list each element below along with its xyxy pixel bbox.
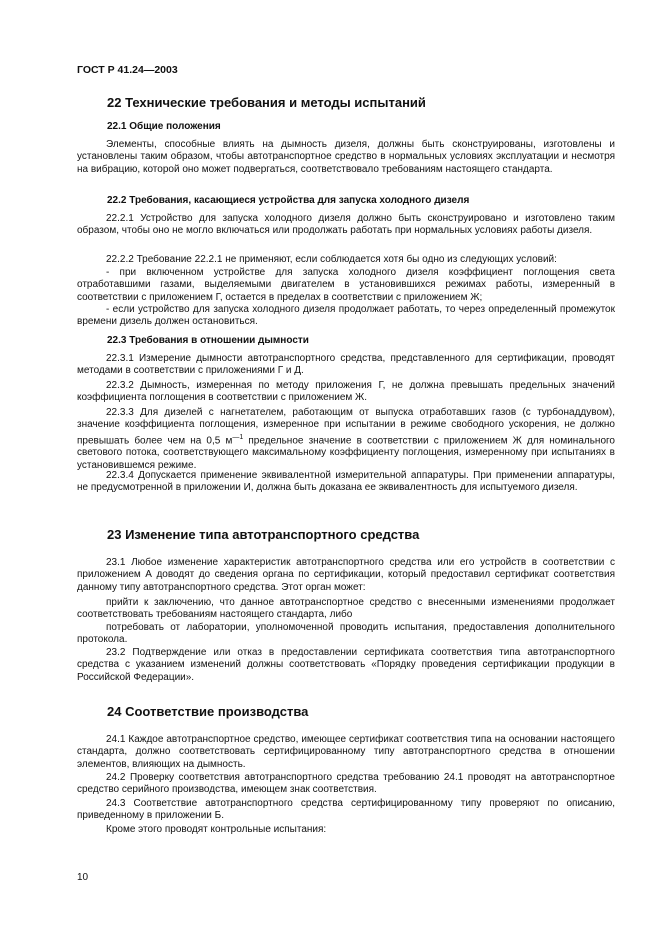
paragraph-22-3-3: 22.3.3 Для дизелей с нагнетателем, работающим от выпуска отработавших газов (с турбонаддувом), значение коэффициента поглощения, измеренное при испытании в режиме свободного ускорения, не должно превышать более чем на 0,5 $м^{—1}$ предельное значение в соответствии с приложением Ж для номинального светового потока, соответствующего максимальному коэффициенту поглощения, измеренному при испытаниях в установившемся режиме.	[77, 407, 615, 471]
section-22-3-title: 22.3 Требования в отношении дымности	[107, 335, 309, 346]
superscript: —1	[232, 433, 244, 441]
document-header: ГОСТ Р 41.24—2003	[77, 64, 178, 76]
section-22-2-title: 22.2 Требования, касающиеся устройства для запуска холодного дизеля	[107, 195, 470, 206]
paragraph-22-2-1: 22.2.1 Устройство для запуска холодного дизеля должно быть сконструировано и изготовлено таким образом, чтобы оно не могло включаться или продолжать работать при нормальных условиях работы дизеля.	[77, 213, 615, 237]
paragraph-23-1-b: потребовать от лаборатории, уполномоченной проводить испытания, предоставления дополнительного протокола.	[77, 622, 615, 646]
paragraph-24-4: Кроме этого проводят контрольные испытания:	[106, 824, 327, 835]
paragraph-22-2-2-b: - если устройство для запуска холодного дизеля продолжает работать, то через определенный промежуток времени дизель должен остановиться.	[77, 304, 615, 328]
paragraph-22-3-2: 22.3.2 Дымность, измеренная по методу приложения Г, не должна превышать предельных значений коэффициента поглощения в соответствии с приложением Ж.	[77, 380, 615, 404]
section-22-title: 22 Технические требования и методы испытаний	[107, 95, 426, 110]
section-24-title: 24 Соответствие производства	[107, 704, 309, 719]
paragraph-22-3-1: 22.3.1 Измерение дымности автотранспортного средства, представленного для сертификации, проводят методами в соответствии с приложениями Г и Д.	[77, 353, 615, 377]
paragraph-23-2: 23.2 Подтверждение или отказ в предоставлении сертификата соответствия типа автотранспортного средства с указанием изменений должны соответствовать «Порядку проведения сертификации продукции в Российской Федерации».	[77, 647, 615, 683]
page-number: 10	[77, 872, 89, 883]
section-23-title: 23 Изменение типа автотранспортного средства	[107, 527, 420, 542]
paragraph-22-2-2-a: - при включенном устройстве для запуска холодного дизеля коэффициент поглощения света отработавшими газами, выделяемыми двигателем в установившихся режимах работы, измеренный в соответствии с приложением Г, остается в пределах в соответствии с приложением Ж;	[77, 267, 615, 303]
paragraph-22-1: Элементы, способные влиять на дымность дизеля, должны быть сконструированы, изготовлены и установлены таким образом, чтобы автотранспортное средство в нормальных условиях эксплуатации и несмотря на вибрацию, которой оно может подвергаться, соответствовало требованиям настоящего стандарта.	[77, 139, 615, 175]
paragraph-24-2: 24.2 Проверку соответствия автотранспортного средства требованию 24.1 проводят на автотранспортное средство серийного производства, имеющем знак соответствия.	[77, 772, 615, 796]
paragraph-24-3: 24.3 Соответствие автотранспортного средства сертифицированному типу проверяют по описанию, приведенному в приложении Б.	[77, 798, 615, 822]
paragraph-22-3-4: 22.3.4 Допускается применение эквивалентной измерительной аппаратуры. При применении аппаратуры, не предусмотренной в приложении И, должна быть доказана ее эквивалентность для испытуемого дизеля.	[77, 470, 615, 494]
paragraph-24-1: 24.1 Каждое автотранспортное средство, имеющее сертификат соответствия типа на основании настоящего стандарта, должно соответствовать сертифицированному типу автотранспортного средства в отношении элементов, влияющих на дымность.	[77, 734, 615, 770]
paragraph-22-2-2: 22.2.2 Требование 22.2.1 не применяют, если соблюдается хотя бы одно из следующих условий:	[106, 254, 557, 265]
paragraph-23-1-a: прийти к заключению, что данное автотранспортное средство с внесенными изменениями продолжает соответствовать требованиям настоящего стандарта, либо	[77, 597, 615, 621]
section-22-1-title: 22.1 Общие положения	[107, 121, 221, 132]
paragraph-23-1: 23.1 Любое изменение характеристик автотранспортного средства или его устройств в соответствии с приложением А доводят до сведения органа по сертификации, который предоставил сертификат соответствия данному типу автотранспортного средства. Этот орган может:	[77, 557, 615, 593]
